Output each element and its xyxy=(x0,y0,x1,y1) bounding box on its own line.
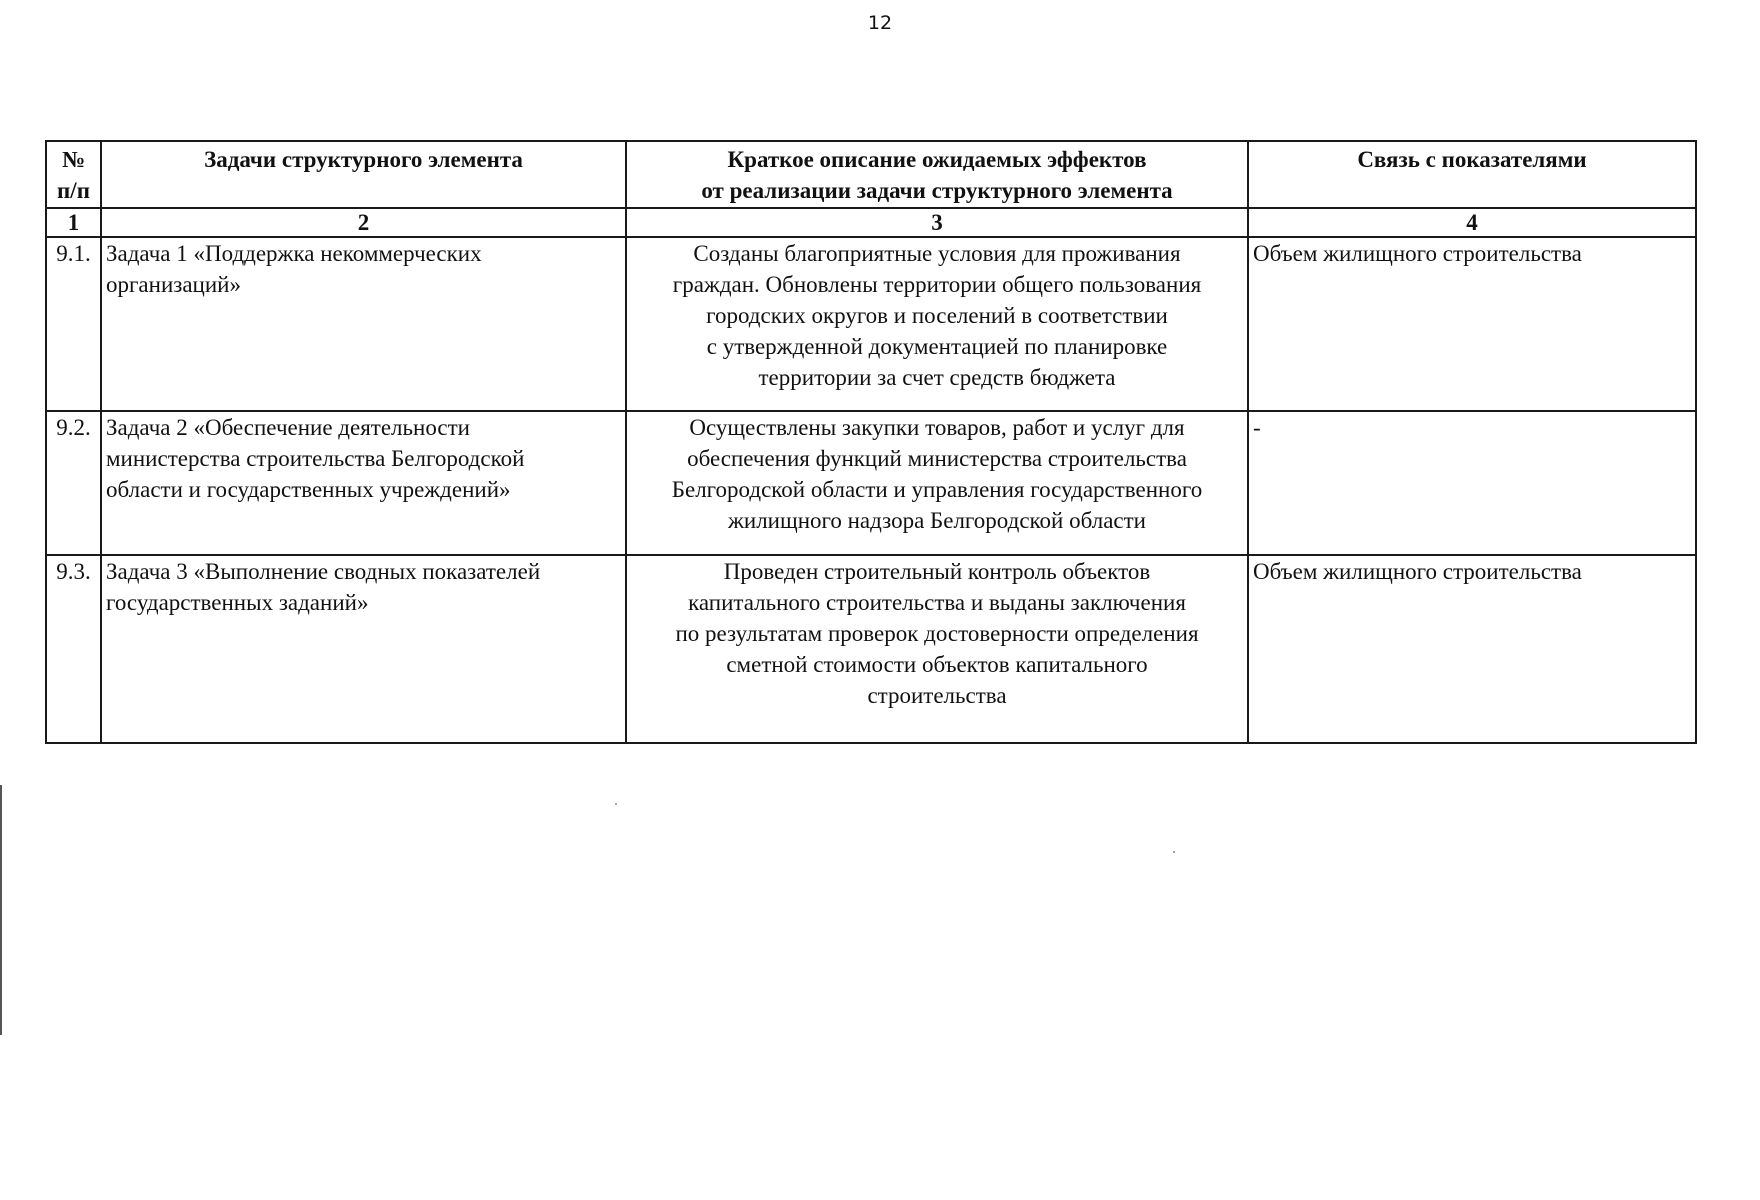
indicator-link-cell: Объем жилищного строительства xyxy=(1248,237,1696,411)
header-number: № п/п xyxy=(46,141,101,208)
effect-cell: Осуществлены закупки товаров, работ и услуг для обеспечения функций министерства строительства Белгородской области и управления государственного жилищного надзора Белгородской области xyxy=(626,411,1248,555)
table-row xyxy=(46,411,1696,555)
row-number: 9.1. xyxy=(46,237,101,411)
header-tasks: Задачи структурного элемента xyxy=(101,141,626,208)
row-number: 9.2. xyxy=(46,411,101,555)
indicator-link-cell: - xyxy=(1248,411,1696,555)
header-indicators-link: Связь с показателями xyxy=(1248,141,1696,208)
task-cell: Задача 3 «Выполнение сводных показателей государственных заданий» xyxy=(101,555,626,743)
column-numbers-row xyxy=(46,208,1696,237)
table-row xyxy=(46,237,1696,411)
effect-cell: Созданы благоприятные условия для проживания граждан. Обновлены территории общего пользования городских округов и поселений в соответствии с утвержденной документацией по планировке территории за счет средств бюджета xyxy=(626,237,1248,411)
indicator-link-cell: Объем жилищного строительства xyxy=(1248,555,1696,743)
effect-cell: Проведен строительный контроль объектов капитального строительства и выданы заключения по результатам проверок достоверности определения сметной стоимости объектов капитального строительства xyxy=(626,555,1248,743)
column-number: 2 xyxy=(101,208,626,237)
header-effects: Краткое описание ожидаемых эффектов от реализации задачи структурного элемента xyxy=(626,141,1248,208)
table-header-row xyxy=(46,141,1696,208)
scan-edge-mark xyxy=(0,785,2,1035)
table-row xyxy=(46,555,1696,743)
task-cell: Задача 2 «Обеспечение деятельности министерства строительства Белгородской области и государственных учреждений» xyxy=(101,411,626,555)
scan-speck xyxy=(1173,851,1175,853)
row-number: 9.3. xyxy=(46,555,101,743)
column-number: 1 xyxy=(46,208,101,237)
structural-element-tasks-table xyxy=(45,140,1697,744)
column-number: 3 xyxy=(626,208,1248,237)
task-cell: Задача 1 «Поддержка некоммерческих организаций» xyxy=(101,237,626,411)
scan-speck xyxy=(615,803,617,805)
page-number: 12 xyxy=(867,12,893,34)
column-number: 4 xyxy=(1248,208,1696,237)
